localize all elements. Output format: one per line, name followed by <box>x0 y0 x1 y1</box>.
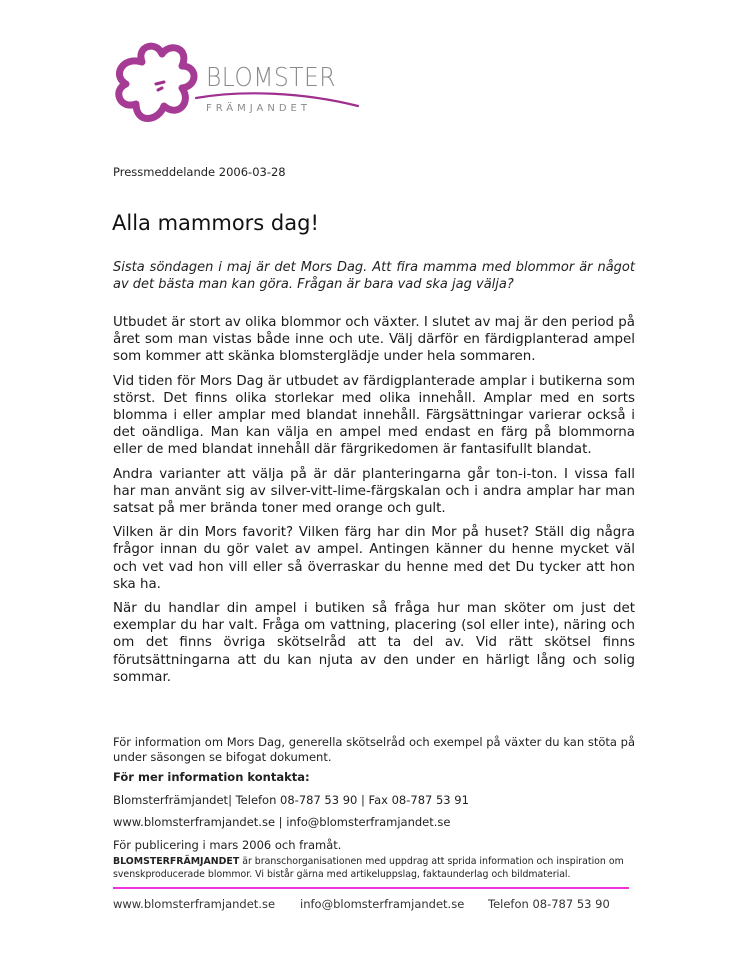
contact-info <box>113 735 635 852</box>
contact-heading: För mer information kontakta: <box>113 770 310 784</box>
ingress-text: Sista söndagen i maj är det Mors Dag. Att fira mamma med blommor är något av det bästa man kan göra. Frågan är bara vad ska jag välja? <box>113 260 635 292</box>
blomsterframjandet-logo <box>112 40 362 132</box>
footer-divider <box>113 887 629 889</box>
logo-subtitle: FRÄMJANDET <box>206 103 311 114</box>
contact-phone-line: Blomsterfrämjandet| Telefon 08-787 53 90 | Fax 08-787 53 91 <box>113 792 469 807</box>
body-paragraph: Vid tiden för Mors Dag är utbudet av färdigplanterade amplar i butikerna som störst. Det finns olika storlekar med olika innehåll. Amplar med en sorts blomma i eller amplar med blandat innehåll. Färgsättningar varierar också i det oändliga. Man kan välja en ampel med endast en färg på blommorna eller de med blandat innehåll där färgrikedomen är fantasifullt blandat. <box>113 373 635 458</box>
body-paragraph: Vilken är din Mors favorit? Vilken färg har din Mor på huset? Ställ dig några frågor innan du gör valet av ampel. Antingen känner du henne mycket väl och vet vad hon vill eller så överraskar du henne med det Du tycker att hon ska ha. <box>113 525 635 592</box>
footer-website-link[interactable]: www.blomsterframjandet.se <box>113 897 276 911</box>
body-paragraph: Utbudet är stort av olika blommor och växter. I slutet av maj är den period på året som man vistas både inne och ute. Välj därför en färdigplanterad ampel som kommer att skänka blomsterglädje under hela sommaren. <box>113 315 635 365</box>
organization-name: BLOMSTERFRÄMJANDET <box>113 856 240 867</box>
contact-web-line[interactable]: www.blomsterframjandet.se | info@blomsterframjandet.se <box>113 815 451 829</box>
body-paragraph: När du handlar din ampel i butiken så fråga hur man sköter om just det exemplar du har valt. Fråga om vattning, placering (sol eller inte), näring och om det finns övriga skötselråd att ta del av. Vid rätt skötsel finns förutsättningarna att du kan njuta av den under en härligt lång och solig sommar. <box>113 601 635 685</box>
footer-email-link[interactable]: info@blomsterframjandet.se <box>300 897 465 911</box>
press-release-date: Pressmeddelande 2006-03-28 <box>113 165 286 179</box>
footer-phone: Telefon 08-787 53 90 <box>488 897 610 911</box>
logo-wordmark: BLOMSTER <box>206 63 336 93</box>
attachment-note: För information om Mors Dag, generella skötselråd och exempel på växter du kan stöta på under säsongen se bifogat dokument. <box>113 735 635 764</box>
organization-description: är branschorganisationen med uppdrag att sprida information och inspiration om svenskproducerade blommor. Vi bistår gärna med artikeluppslag, faktaunderlag och bildmaterial. <box>113 856 624 880</box>
body-paragraph: Andra varianter att välja på är där planteringarna går ton-i-ton. I vissa fall har man använt sig av silver-vitt-lime-färgskalan och i andra amplar har man satsat på mer brända toner med orange och gult. <box>113 466 635 517</box>
body-text <box>113 314 635 693</box>
page-title: Alla mammors dag! <box>112 211 319 235</box>
publication-note: För publicering i mars 2006 och framåt. <box>113 837 342 852</box>
organization-blurb <box>113 856 633 881</box>
